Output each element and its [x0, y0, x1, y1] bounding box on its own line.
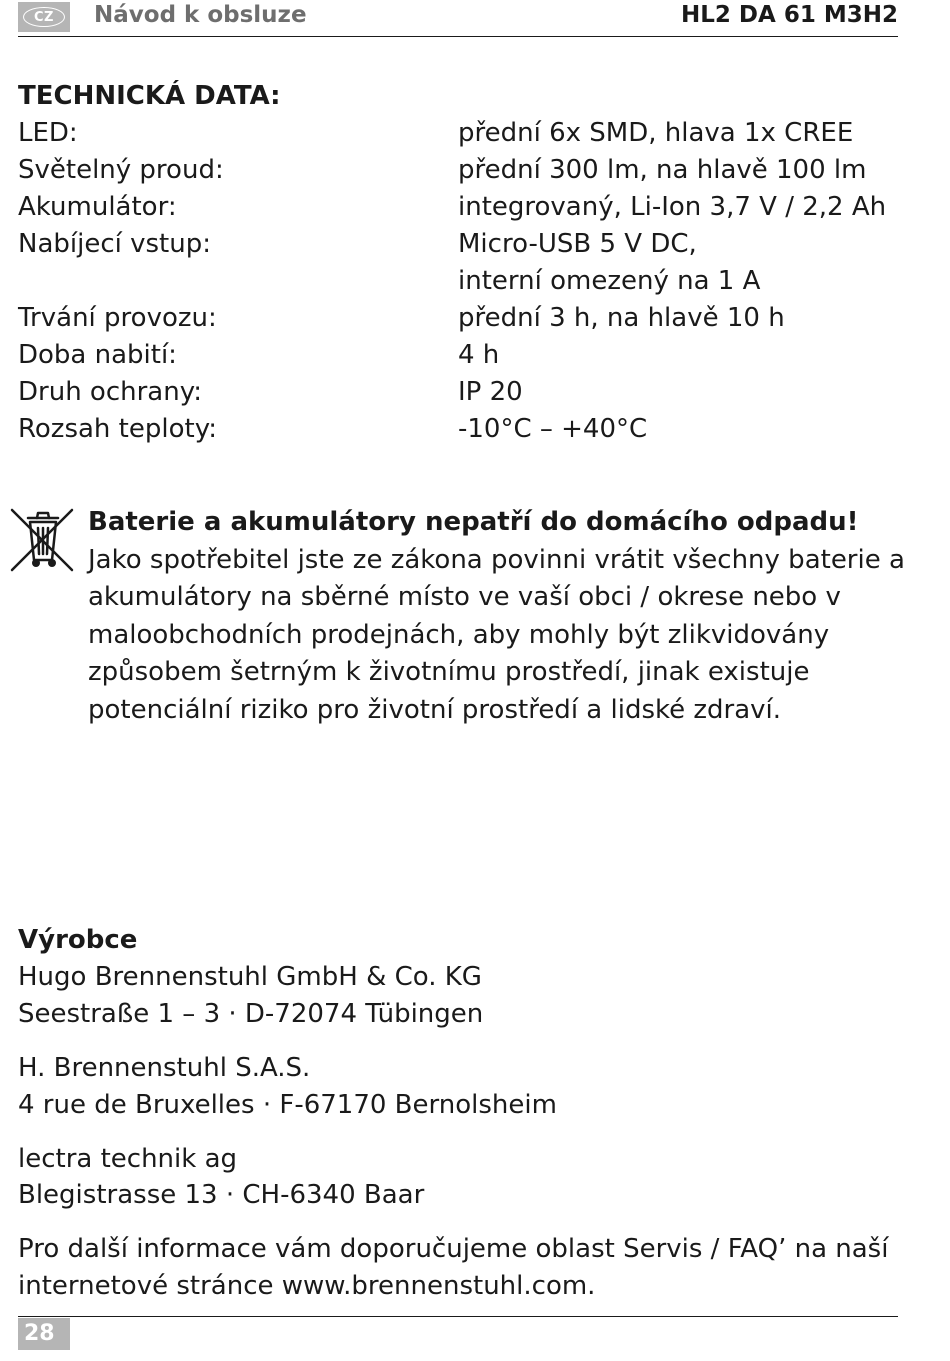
service-info: Pro další informace vám doporučujeme oblast Servis / FAQ’ na naší internetové stránce www.brennenstuhl.com.: [18, 1234, 889, 1301]
language-code: CZ: [23, 7, 65, 27]
page-header: [18, 0, 898, 37]
battery-warning: [88, 504, 908, 729]
spec-value: přední 300 lm, na hlavě 100 lm: [458, 155, 867, 185]
spec-value: Micro-USB 5 V DC,: [458, 229, 697, 259]
address-line: H. Brennenstuhl S.A.S.: [18, 1053, 311, 1083]
manual-title: Návod k obsluze: [94, 2, 307, 28]
manufacturer-heading: Výrobce: [18, 925, 138, 955]
warning-title: Baterie a akumulátory nepatří do domácího odpadu!: [88, 507, 859, 537]
spec-value: 4 h: [458, 340, 500, 370]
technical-data-heading: TECHNICKÁ DATA:: [18, 81, 281, 111]
spec-value: -10°C – +40°C: [458, 414, 648, 444]
spec-label: Trvání provozu:: [18, 303, 217, 333]
address-line: Hugo Brennenstuhl GmbH & Co. KG: [18, 962, 482, 992]
spec-label: Rozsah teploty:: [18, 414, 217, 444]
warning-body: Jako spotřebitel jste ze zákona povinni vrátit všechny baterie a akumulátory na sběrné místo ve vaší obci / okrese nebo v maloobchodních prodejnách, aby mohly být zlikvidovány způsobem šetrným k životnímu prostředí, jinak existuje potenciální riziko pro životní prostředí a lidské zdraví.: [88, 544, 905, 725]
spec-label: Nabíjecí vstup:: [18, 229, 211, 259]
page-number: 28: [18, 1318, 70, 1350]
language-badge: [18, 2, 70, 32]
spec-value: interní omezený na 1 A: [458, 266, 761, 296]
spec-label: Akumulátor:: [18, 192, 177, 222]
spec-label: Světelný proud:: [18, 155, 224, 185]
spec-value: IP 20: [458, 377, 523, 407]
spec-value: přední 3 h, na hlavě 10 h: [458, 303, 785, 333]
model-number: HL2 DA 61 M3H2: [681, 2, 898, 28]
address-line: 4 rue de Bruxelles · F-67170 Bernolsheim: [18, 1090, 557, 1120]
spec-value: integrovaný, Li-Ion 3,7 V / 2,2 Ah: [458, 192, 887, 222]
spec-label: Doba nabití:: [18, 340, 177, 370]
spec-label: Druh ochrany:: [18, 377, 202, 407]
spec-label: LED:: [18, 118, 78, 148]
address-line: Seestraße 1 – 3 · D-72074 Tübingen: [18, 999, 484, 1029]
address-line: Blegistrasse 13 · CH-6340 Baar: [18, 1180, 425, 1210]
address-line: lectra technik ag: [18, 1144, 238, 1174]
footer-divider: [18, 1316, 898, 1317]
crossed-bin-icon: [8, 506, 76, 576]
spec-value: přední 6x SMD, hlava 1x CREE: [458, 118, 854, 148]
